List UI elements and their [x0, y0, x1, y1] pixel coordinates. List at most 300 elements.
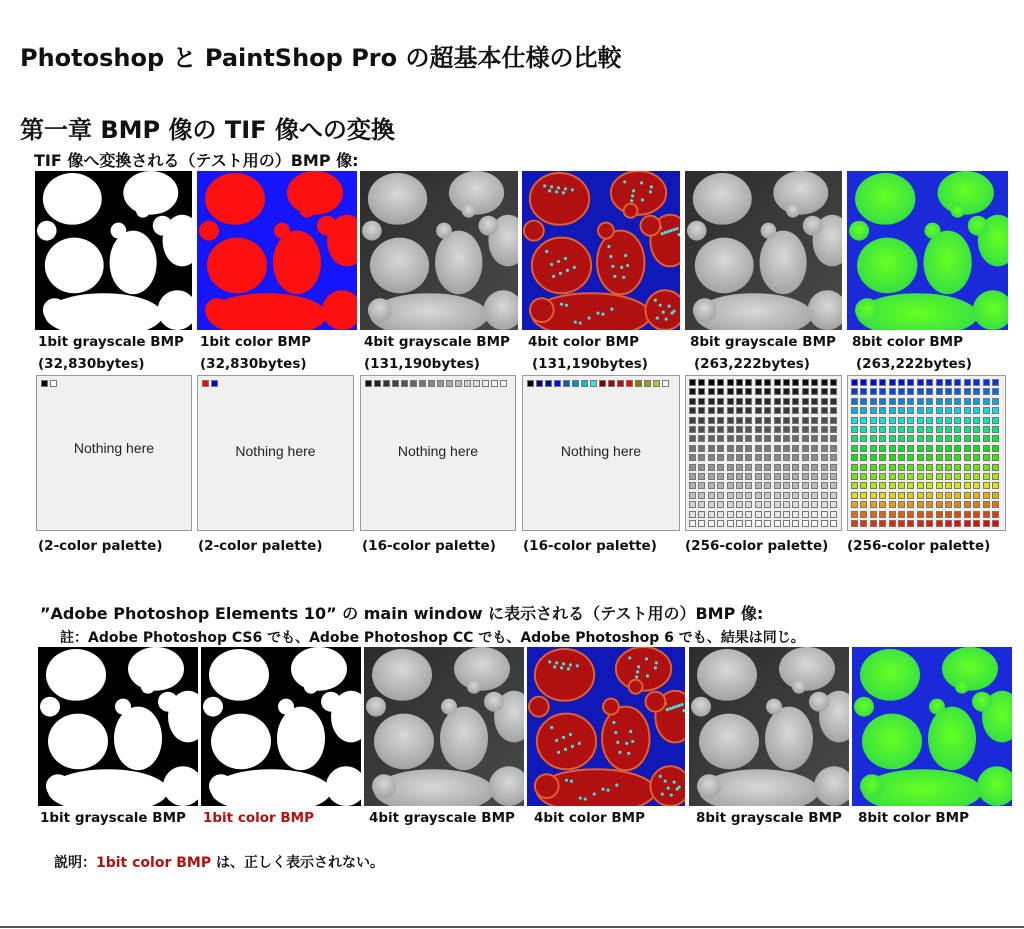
palette-swatch	[889, 454, 896, 461]
section1-heading: TIF 像へ変換される（テスト用の）BMP 像:	[34, 151, 359, 170]
palette-swatch	[992, 482, 999, 489]
image-filesize: (131,190bytes)	[364, 356, 480, 372]
palette-swatch	[811, 501, 818, 508]
palette-swatch	[717, 407, 724, 414]
palette-swatch	[811, 454, 818, 461]
palette-swatch	[879, 473, 886, 480]
palette-placeholder-text: Nothing here	[235, 443, 316, 459]
palette-swatch	[898, 407, 905, 414]
palette-swatch	[736, 520, 743, 527]
palette-swatch	[830, 473, 837, 480]
palette-swatch	[755, 520, 762, 527]
palette-swatch	[964, 417, 971, 424]
palette-swatch	[851, 492, 858, 499]
palette-swatch	[851, 445, 858, 452]
palette-swatch	[717, 511, 724, 518]
palette-swatch	[783, 388, 790, 395]
palette-swatch	[802, 482, 809, 489]
palette-swatch	[936, 417, 943, 424]
palette-swatch	[889, 473, 896, 480]
palette-swatch	[821, 454, 828, 461]
palette-swatch	[851, 398, 858, 405]
palette-swatch	[783, 520, 790, 527]
palette-swatch	[473, 380, 480, 387]
palette-swatch	[783, 379, 790, 386]
palette-swatch	[830, 426, 837, 433]
palette-swatch	[907, 398, 914, 405]
palette-swatch	[889, 379, 896, 386]
palette-swatch	[764, 435, 771, 442]
palette-swatch	[964, 511, 971, 518]
explanation-suffix: は、正しく表示されない。	[211, 855, 384, 871]
palette-swatch	[736, 435, 743, 442]
palette-swatch	[745, 511, 752, 518]
palette-swatch	[898, 445, 905, 452]
palette-swatch	[774, 492, 781, 499]
palette-swatch	[870, 388, 877, 395]
palette-swatch	[821, 482, 828, 489]
palette-swatch	[954, 511, 961, 518]
palette-swatch	[907, 379, 914, 386]
palette-swatch	[898, 520, 905, 527]
palette-swatch	[727, 473, 734, 480]
palette-swatch	[945, 454, 952, 461]
palette-swatch	[383, 380, 390, 387]
palette-swatch	[727, 454, 734, 461]
palette-swatch	[689, 501, 696, 508]
palette-swatch	[745, 398, 752, 405]
palette-swatch	[783, 473, 790, 480]
palette-swatch	[727, 417, 734, 424]
palette-swatch	[879, 426, 886, 433]
palette-swatch	[689, 426, 696, 433]
palette-swatch	[755, 454, 762, 461]
palette-swatch	[983, 445, 990, 452]
palette-swatch	[992, 492, 999, 499]
palette-caption: (256-color palette)	[685, 538, 829, 554]
palette-swatch	[774, 435, 781, 442]
palette-swatch	[898, 511, 905, 518]
palette-swatch	[764, 426, 771, 433]
palette-swatch	[917, 511, 924, 518]
palette-swatch	[635, 380, 642, 387]
palette-swatch	[774, 417, 781, 424]
palette-swatch	[879, 435, 886, 442]
palette-swatch	[879, 511, 886, 518]
palette-swatch	[917, 435, 924, 442]
palette-swatch	[821, 464, 828, 471]
palette-swatch	[736, 454, 743, 461]
palette-swatch	[764, 407, 771, 414]
palette-swatch	[954, 435, 961, 442]
palette-swatch	[821, 511, 828, 518]
palette-swatch	[889, 426, 896, 433]
palette-swatch	[755, 388, 762, 395]
palette-swatch	[599, 380, 606, 387]
palette-swatch	[689, 482, 696, 489]
palette-swatch	[727, 388, 734, 395]
palette-swatch	[202, 380, 209, 387]
palette-swatch	[954, 398, 961, 405]
palette-swatch	[964, 398, 971, 405]
palette-swatch	[792, 379, 799, 386]
display-1bit-color	[201, 647, 361, 806]
display-4bit-color	[527, 647, 685, 806]
palette-swatch	[889, 407, 896, 414]
palette-swatch	[851, 417, 858, 424]
palette-swatch	[973, 426, 980, 433]
palette-swatch	[698, 388, 705, 395]
palette-swatch	[898, 435, 905, 442]
palette-swatch	[964, 501, 971, 508]
palette-swatch	[992, 426, 999, 433]
image-filesize: (32,830bytes)	[200, 356, 307, 372]
palette-swatch	[821, 417, 828, 424]
palette-swatch	[41, 380, 48, 387]
palette-swatch	[736, 501, 743, 508]
palette-swatch	[954, 379, 961, 386]
palette-swatch	[811, 435, 818, 442]
palette-placeholder-text: Nothing here	[397, 443, 479, 459]
palette-swatch	[926, 520, 933, 527]
palette-swatch	[783, 407, 790, 414]
palette-swatch	[736, 417, 743, 424]
palette-swatch	[879, 417, 886, 424]
palette-swatch	[774, 454, 781, 461]
palette-swatch	[879, 492, 886, 499]
palette-swatch	[945, 482, 952, 489]
palette-swatch	[774, 398, 781, 405]
palette-swatch	[870, 426, 877, 433]
palette-swatch	[727, 445, 734, 452]
palette-swatch	[708, 379, 715, 386]
palette-swatch	[689, 464, 696, 471]
palette-swatch	[727, 398, 734, 405]
palette-swatch	[830, 520, 837, 527]
palette-swatch	[830, 435, 837, 442]
palette-placeholder-text: Nothing here	[73, 440, 155, 456]
palette-swatch	[698, 426, 705, 433]
palette-swatch	[755, 482, 762, 489]
palette-swatch	[774, 473, 781, 480]
palette-swatch	[860, 520, 867, 527]
palette-swatch	[889, 501, 896, 508]
palette-swatch	[926, 501, 933, 508]
palette-swatch	[736, 482, 743, 489]
palette-swatch	[860, 445, 867, 452]
palette-swatch	[774, 426, 781, 433]
palette-swatch	[973, 407, 980, 414]
display-label: 1bit grayscale BMP	[40, 810, 186, 826]
palette-swatch	[907, 454, 914, 461]
palette-swatch	[870, 398, 877, 405]
palette-swatch	[907, 417, 914, 424]
palette-swatch	[992, 454, 999, 461]
palette-swatch	[802, 473, 809, 480]
section2-heading: ”Adobe Photoshop Elements 10” の main window に表示される（テスト用の）BMP 像:	[40, 604, 764, 623]
palette-swatch	[860, 492, 867, 499]
palette-swatch	[964, 492, 971, 499]
palette-swatch	[792, 492, 799, 499]
palette-swatch	[889, 445, 896, 452]
palette-swatch	[727, 501, 734, 508]
palette-swatch	[727, 511, 734, 518]
palette-swatch	[945, 520, 952, 527]
palette-swatch	[689, 511, 696, 518]
palette-swatch	[983, 511, 990, 518]
palette-swatch	[708, 520, 715, 527]
palette-swatch	[964, 435, 971, 442]
palette-swatch	[811, 398, 818, 405]
palette-swatch	[698, 482, 705, 489]
palette-swatch	[954, 464, 961, 471]
palette-swatch	[830, 464, 837, 471]
palette-swatch	[764, 473, 771, 480]
palette-swatch	[792, 464, 799, 471]
palette-swatch	[945, 445, 952, 452]
palette-swatch	[860, 511, 867, 518]
palette-swatch	[792, 454, 799, 461]
palette-swatch	[992, 417, 999, 424]
palette-swatch	[755, 473, 762, 480]
palette-swatch	[792, 388, 799, 395]
palette-swatch	[992, 388, 999, 395]
palette-swatch	[860, 426, 867, 433]
image-filesize: (32,830bytes)	[38, 356, 145, 372]
palette-swatch	[745, 379, 752, 386]
palette-swatch	[973, 520, 980, 527]
palette-swatch	[783, 492, 790, 499]
image-label: 4bit color BMP	[528, 334, 639, 350]
display-label: 8bit color BMP	[858, 810, 969, 826]
palette-swatch	[926, 435, 933, 442]
palette-swatch	[736, 445, 743, 452]
palette-swatch	[821, 473, 828, 480]
palette-panel	[36, 375, 192, 531]
palette-swatch	[698, 435, 705, 442]
palette-swatch	[992, 520, 999, 527]
palette-swatch	[802, 388, 809, 395]
palette-swatch	[745, 520, 752, 527]
palette-swatch	[936, 454, 943, 461]
palette-swatch	[698, 454, 705, 461]
palette-swatch	[802, 435, 809, 442]
palette-swatch	[802, 445, 809, 452]
palette-swatch	[926, 379, 933, 386]
palette-swatch	[926, 454, 933, 461]
display-8bit-color	[852, 647, 1012, 806]
palette-swatch	[50, 380, 57, 387]
palette-swatch	[830, 454, 837, 461]
palette-swatch	[851, 379, 858, 386]
palette-swatch	[811, 388, 818, 395]
palette-swatch	[954, 492, 961, 499]
palette-swatch	[745, 426, 752, 433]
palette-swatch	[973, 464, 980, 471]
palette-swatch	[917, 445, 924, 452]
palette-swatch	[802, 426, 809, 433]
palette-swatch	[821, 398, 828, 405]
palette-swatch	[764, 492, 771, 499]
palette-swatch	[708, 426, 715, 433]
palette-swatch	[755, 398, 762, 405]
palette-swatch	[945, 388, 952, 395]
palette-swatch	[889, 435, 896, 442]
palette-swatch	[926, 398, 933, 405]
palette-swatch	[708, 398, 715, 405]
palette-panel	[360, 375, 516, 531]
palette-swatch	[698, 473, 705, 480]
palette-swatch	[689, 379, 696, 386]
palette-swatch	[870, 464, 877, 471]
palette-panel	[522, 375, 680, 531]
palette-swatch	[889, 388, 896, 395]
palette-swatch	[898, 388, 905, 395]
palette-swatch	[698, 501, 705, 508]
palette-swatch	[792, 520, 799, 527]
palette-swatch	[851, 473, 858, 480]
palette-swatch	[830, 501, 837, 508]
palette-swatch	[792, 511, 799, 518]
palette-swatch	[983, 520, 990, 527]
palette-swatch	[689, 473, 696, 480]
palette-swatch	[717, 435, 724, 442]
palette-swatch	[755, 445, 762, 452]
palette-swatch	[936, 473, 943, 480]
palette-swatch	[717, 501, 724, 508]
palette-swatch	[964, 464, 971, 471]
palette-swatch	[898, 482, 905, 489]
palette-swatch	[717, 482, 724, 489]
image-4bit-grayscale	[360, 171, 518, 330]
palette-swatch	[907, 426, 914, 433]
palette-swatch	[898, 417, 905, 424]
palette-swatch	[608, 380, 615, 387]
palette-swatch	[870, 501, 877, 508]
palette-swatch	[774, 511, 781, 518]
palette-swatch	[936, 511, 943, 518]
palette-swatch	[907, 511, 914, 518]
palette-swatch	[851, 388, 858, 395]
palette-caption: (16-color palette)	[523, 538, 657, 554]
palette-swatch	[626, 380, 633, 387]
palette-swatch	[907, 482, 914, 489]
palette-swatch	[764, 398, 771, 405]
palette-swatch	[830, 482, 837, 489]
palette-swatch	[811, 492, 818, 499]
palette-swatch	[898, 379, 905, 386]
palette-swatch	[898, 398, 905, 405]
palette-swatch	[907, 473, 914, 480]
palette-swatch	[708, 501, 715, 508]
palette-swatch	[446, 380, 453, 387]
palette-swatch	[821, 520, 828, 527]
palette-swatch	[945, 501, 952, 508]
palette-swatch	[830, 492, 837, 499]
palette-swatch	[898, 426, 905, 433]
display-label-highlight: 1bit color BMP	[203, 810, 314, 826]
palette-swatch	[964, 482, 971, 489]
palette-swatch	[992, 473, 999, 480]
palette-swatch	[698, 417, 705, 424]
palette-swatch	[811, 520, 818, 527]
palette-swatch	[374, 380, 381, 387]
palette-swatch	[973, 388, 980, 395]
palette-swatch	[983, 473, 990, 480]
palette-swatch	[821, 407, 828, 414]
palette-swatch	[745, 417, 752, 424]
palette-swatch	[644, 380, 651, 387]
palette-swatch	[830, 388, 837, 395]
palette-swatch	[802, 407, 809, 414]
palette-swatch	[774, 379, 781, 386]
palette-swatch	[736, 426, 743, 433]
palette-caption: (16-color palette)	[362, 538, 496, 554]
palette-swatch	[736, 379, 743, 386]
palette-swatch	[698, 464, 705, 471]
image-label: 8bit color BMP	[852, 334, 963, 350]
image-label: 1bit grayscale BMP	[38, 334, 184, 350]
palette-swatch	[689, 454, 696, 461]
palette-swatch	[736, 464, 743, 471]
palette-swatch	[698, 511, 705, 518]
palette-swatch	[945, 417, 952, 424]
palette-swatch	[917, 520, 924, 527]
palette-swatch	[907, 407, 914, 414]
palette-swatch	[736, 473, 743, 480]
palette-swatch	[973, 379, 980, 386]
palette-swatch	[764, 501, 771, 508]
palette-swatch	[821, 388, 828, 395]
palette-swatch	[745, 435, 752, 442]
page-title: Photoshop と PaintShop Pro の超基本仕様の比較	[20, 44, 622, 72]
palette-swatch	[708, 454, 715, 461]
palette-swatch	[698, 445, 705, 452]
palette-swatch	[482, 380, 489, 387]
palette-swatch	[783, 501, 790, 508]
palette-swatch	[653, 380, 660, 387]
palette-swatch	[590, 380, 597, 387]
palette-swatch	[917, 482, 924, 489]
palette-swatch	[954, 445, 961, 452]
palette-swatch	[500, 380, 507, 387]
palette-swatch	[830, 379, 837, 386]
palette-swatch	[964, 388, 971, 395]
image-8bit-color	[847, 171, 1008, 330]
palette-swatch	[879, 388, 886, 395]
palette-swatch	[764, 511, 771, 518]
palette-swatch	[792, 426, 799, 433]
palette-swatch	[736, 511, 743, 518]
palette-swatch	[992, 501, 999, 508]
palette-swatch	[917, 398, 924, 405]
palette-grid-256-color	[847, 375, 1006, 531]
palette-swatch	[870, 417, 877, 424]
palette-swatch	[917, 388, 924, 395]
palette-swatch	[889, 520, 896, 527]
image-filesize: (263,222bytes)	[694, 356, 810, 372]
palette-swatch	[936, 445, 943, 452]
palette-swatch	[889, 464, 896, 471]
palette-swatch	[973, 417, 980, 424]
palette-swatch	[811, 417, 818, 424]
palette-swatch	[419, 380, 426, 387]
palette-swatch	[689, 407, 696, 414]
palette-swatch	[926, 464, 933, 471]
palette-swatch	[870, 454, 877, 461]
palette-swatch	[745, 473, 752, 480]
palette-swatch	[936, 426, 943, 433]
